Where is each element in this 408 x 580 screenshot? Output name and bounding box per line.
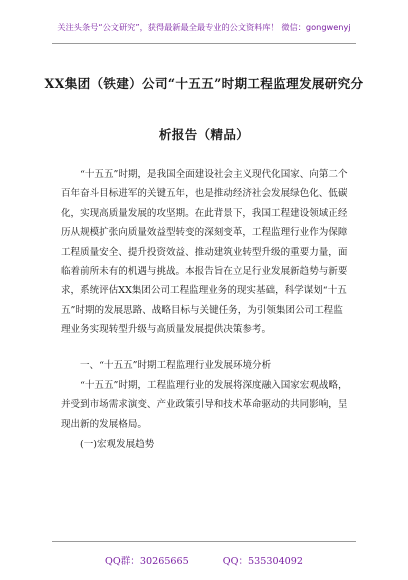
footer-divider <box>52 541 356 542</box>
footer-contact <box>0 553 408 567</box>
header-notice: 关注头条号“公文研究”，获得最新最全最专业的公文资料库！ 微信：gongwenyj <box>57 22 351 32</box>
document-title-continued: 析报告（精品） <box>158 127 250 142</box>
intro-paragraph: “十五五”时期，是我国全面建设社会主义现代化国家、向第二个百年奋斗目标进军的关键五年，也是推动经济社会发展绿色化、低碳化，实现高质量发展的攻坚期。在此背景下，我国工程建设领域正经历从规模扩张向质量效益型转变的深刻变革，工程监理行业作为保障工程质量安全、提升投资效益、推动建筑业转型升级的重要力量，面临着前所未有的机遇与挑战。本报告旨在立足行业发展新趋势与新要求，系统评估XX集团公司工程监理业务的现实基础，科学谋划“十五五”时期的发展思路、战略目标与关键任务，为引领集团公司工程监理业务实现转型升级与高质量发展提供决策参考。 <box>61 169 348 336</box>
footer-qq-group: QQ群：30265665 <box>104 556 189 567</box>
subsection-heading: (一)宏观发展趋势 <box>80 439 155 450</box>
header-divider <box>52 43 356 44</box>
section-heading: 一、“十五五”时期工程监理行业发展环境分析 <box>80 360 272 371</box>
footer-qq: QQ：535304092 <box>222 556 303 567</box>
document-title: XX集团（铁建）公司“十五五”时期工程监理发展研究分 <box>44 76 364 91</box>
section-paragraph: “十五五”时期，工程监理行业的发展将深度融入国家宏观战略，并受到市场需求演变、产业政策引导和技术革命驱动的共同影响，呈现出新的发展格局。 <box>61 380 348 430</box>
